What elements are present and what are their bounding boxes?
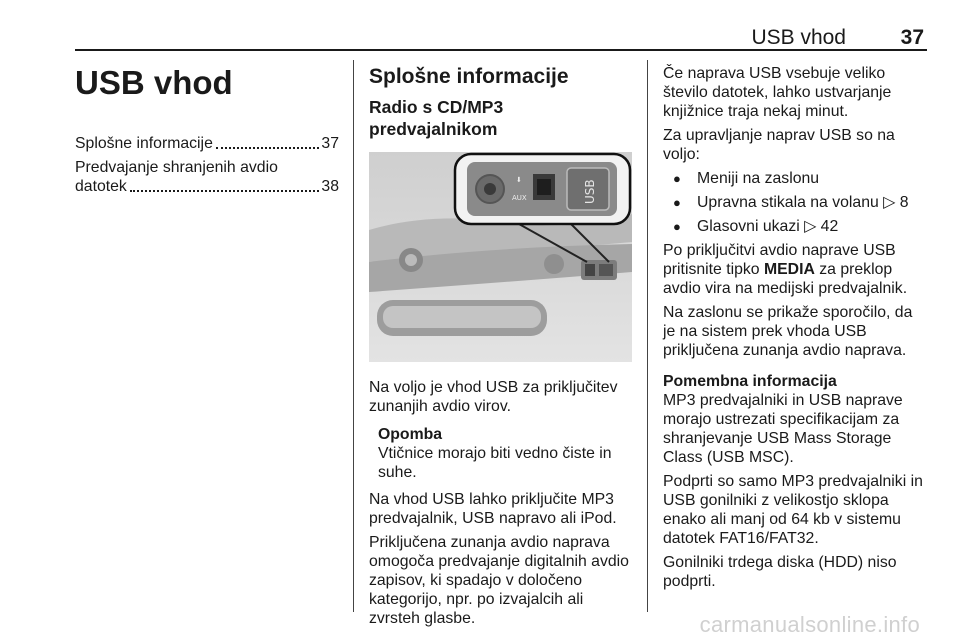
header-rule: [75, 49, 927, 51]
chapter-title: USB vhod: [75, 64, 233, 101]
svg-text:⬇: ⬇: [516, 176, 522, 184]
column-divider-1: [353, 60, 354, 612]
paragraph: Podprti so samo MP3 predvajalniki in USB gonilniki z velikostjo sklopa enako ali manj od 64 kb v sistemu datotek FAT16/FAT32.: [663, 473, 923, 547]
toc-entry-title: Splošne informacije: [75, 135, 213, 152]
bullet-item-link[interactable]: ● Glasovni ukazi ▷ 42: [663, 217, 927, 236]
paragraph: MP3 predvajalniki in USB naprave morajo ustrezati specifikacijam za shranjevanje USB Mass Storage Class (USB MSC).: [663, 392, 903, 466]
toc-entry-playback[interactable]: [75, 158, 339, 196]
column-2: [369, 64, 633, 633]
paragraph: Priključena zunanja avdio naprava omogoča predvajanje digitalnih avdio zapisov, ki spadajo v določeno kategorijo, npr. po izvajalcih ali zvrsteh glasbe.: [369, 534, 629, 627]
toc-entry-title: Predvajanje shranjenih avdio: [75, 159, 278, 176]
paragraph: Na vhod USB lahko priključite MP3 predvajalnik, USB napravo ali iPod.: [369, 491, 617, 527]
paragraph: Na voljo je vhod USB za priključitev zunanjih avdio virov.: [369, 379, 618, 415]
section-subheading: Radio s CD/MP3 predvajalnikom: [369, 97, 504, 139]
toc-entry-page: 37: [321, 135, 339, 152]
paragraph: Če naprava USB vsebuje veliko število datotek, lahko ustvarjanje knjižnice traja nekaj minut.: [663, 65, 892, 120]
paragraph: Gonilniki trdega diska (HDD) niso podprti.: [663, 554, 897, 590]
important-info-title: Pomembna informacija: [663, 373, 837, 390]
column-divider-2: [647, 60, 648, 612]
bullet-item-link[interactable]: ● Upravna stikala na volanu ▷ 8: [663, 193, 927, 212]
column-1: [75, 64, 339, 201]
toc-leader-dots: [216, 147, 320, 149]
note-box: [378, 425, 633, 482]
paragraph: Na zaslonu se prikaže sporočilo, da je na sistem prek vhoda USB priključena zunanja avdio naprava.: [663, 304, 913, 359]
aux-label: AUX: [512, 194, 527, 202]
section-heading: Splošne informacije: [369, 65, 569, 88]
toc-entry-title-cont: datotek: [75, 178, 127, 195]
watermark: carmanualsonline.info: [699, 612, 920, 637]
running-title: USB vhod: [751, 26, 846, 49]
media-key-label: MEDIA: [763, 261, 815, 278]
paragraph: Po priključitvi avdio naprave USB pritisnite tipko MEDIA za preklop avdio vira na medijski predvajalnik.: [663, 242, 908, 297]
note-title: Opomba: [378, 426, 443, 443]
note-text: Vtičnice morajo biti vedno čiste in suhe.: [378, 445, 612, 481]
usb-label: USB: [583, 179, 597, 204]
page-number: 37: [900, 26, 924, 49]
bullet-list: [663, 169, 927, 236]
usb-port-photo: [369, 152, 632, 362]
bullet-item: ● Meniji na zaslonu: [663, 169, 927, 188]
column-3: [663, 64, 927, 596]
toc-entry-general[interactable]: [75, 134, 339, 153]
paragraph: Za upravljanje naprav USB so na voljo:: [663, 127, 895, 163]
toc-entry-page: 38: [321, 178, 339, 195]
toc-leader-dots: [130, 190, 320, 192]
